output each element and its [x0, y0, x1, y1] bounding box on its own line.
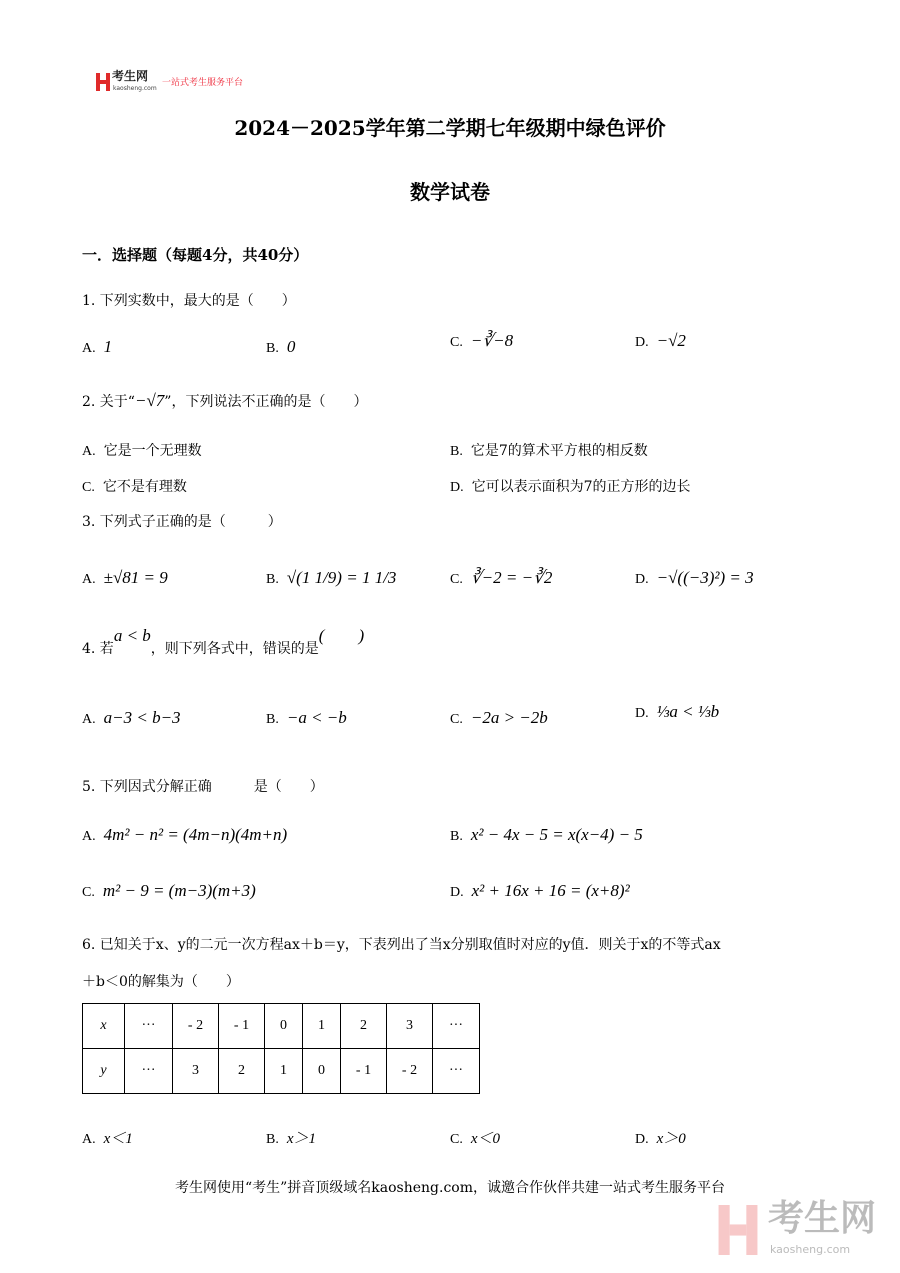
page-title: 2024－2025学年第二学期七年级期中绿色评价 — [234, 116, 666, 140]
header-slogan: 一站式考生服务平台 — [162, 78, 244, 88]
q2-option-c: C. 它不是有理数 — [82, 479, 187, 495]
question-2-stem: 2. 关于“−√7”，下列说法不正确的是（ ） — [82, 391, 368, 410]
table-cell: - 1 — [341, 1049, 387, 1094]
table-cell: 3 — [387, 1004, 433, 1049]
question-6-stem-line2: ＋b＜0的解集为（ ） — [82, 974, 240, 990]
kaosheng-logo-icon — [96, 73, 110, 91]
watermark-logo-icon — [715, 1205, 761, 1255]
table-cell: y — [83, 1049, 125, 1094]
q2-option-d: D. 它可以表示面积为7的正方形的边长 — [450, 479, 691, 495]
logo-text: 考生网 — [112, 69, 149, 83]
q3-option-b: B. √(1 1/9) = 1 1/3 — [266, 568, 397, 587]
q1-option-d: D. −√2 — [635, 331, 686, 350]
question-4-stem: 4. 若a < b，则下列各式中，错误的是( ) — [82, 626, 365, 657]
logo-domain: kaosheng.com — [113, 85, 157, 92]
table-cell: 1 — [303, 1004, 341, 1049]
table-cell: ··· — [433, 1049, 480, 1094]
table-cell: ··· — [125, 1004, 173, 1049]
table-cell: 0 — [303, 1049, 341, 1094]
page-subtitle: 数学试卷 — [410, 180, 490, 204]
q1-option-b: B. 0 — [266, 337, 296, 356]
q1-option-a: A. 1 — [82, 337, 113, 356]
q6-option-a: A. x＜1 — [82, 1131, 133, 1147]
q4-option-c: C. −2a > −2b — [450, 708, 548, 727]
q5-option-a: A. 4m² − n² = (4m−n)(4m+n) — [82, 825, 288, 844]
table-cell: 0 — [265, 1004, 303, 1049]
q5-option-d: D. x² + 16x + 16 = (x+8)² — [450, 881, 630, 900]
table-cell: ··· — [433, 1004, 480, 1049]
table-cell: 1 — [265, 1049, 303, 1094]
question-5-stem: 5. 下列因式分解正确 是（ ） — [82, 779, 324, 795]
table-cell: 2 — [219, 1049, 265, 1094]
q6-option-c: C. x＜0 — [450, 1131, 501, 1147]
q2-option-a: A. 它是一个无理数 — [82, 443, 202, 459]
table-cell: - 1 — [219, 1004, 265, 1049]
table-cell: ··· — [125, 1049, 173, 1094]
table-row-y — [83, 1049, 480, 1094]
table-cell: 2 — [341, 1004, 387, 1049]
q1-option-c: C. −∛−8 — [450, 331, 514, 350]
q4-option-a: A. a−3 < b−3 — [82, 708, 181, 727]
question-6-stem-line1: 6. 已知关于x、y的二元一次方程ax＋b＝y，下表列出了当x分别取值时对应的y值．则关于x的不等式ax — [82, 937, 721, 953]
table-cell: 3 — [173, 1049, 219, 1094]
q6-option-b: B. x＞1 — [266, 1131, 317, 1147]
q5-option-c: C. m² − 9 = (m−3)(m+3) — [82, 881, 256, 900]
q6-value-table — [82, 1003, 480, 1094]
q4-option-b: B. −a < −b — [266, 708, 347, 727]
q3-option-d: D. −√((−3)²) = 3 — [635, 568, 754, 587]
q3-option-c: C. ∛−2 = −∛2 — [450, 568, 553, 587]
page-footer: 考生网使用“考生”拼音顶级域名kaosheng.com，诚邀合作伙伴共建一站式考生服务平台 — [174, 1180, 726, 1196]
table-row-x — [83, 1004, 480, 1049]
q3-option-a: A. ±√81 = 9 — [82, 568, 168, 587]
q2-option-b: B. 它是7的算术平方根的相反数 — [450, 443, 648, 459]
section-heading: 一．选择题（每题4分，共40分） — [82, 246, 309, 264]
question-1-stem: 1. 下列实数中，最大的是（ ） — [82, 293, 296, 309]
question-3-stem: 3. 下列式子正确的是（ ） — [82, 514, 282, 530]
table-cell: - 2 — [173, 1004, 219, 1049]
watermark-domain: kaosheng.com — [770, 1243, 851, 1256]
q5-option-b: B. x² − 4x − 5 = x(x−4) − 5 — [450, 825, 643, 844]
table-cell: x — [83, 1004, 125, 1049]
q6-option-d: D. x＞0 — [635, 1131, 686, 1147]
watermark-text: 考生网 — [768, 1198, 877, 1239]
q4-option-d: D. ⅓a < ⅓b — [635, 702, 720, 721]
table-cell: - 2 — [387, 1049, 433, 1094]
